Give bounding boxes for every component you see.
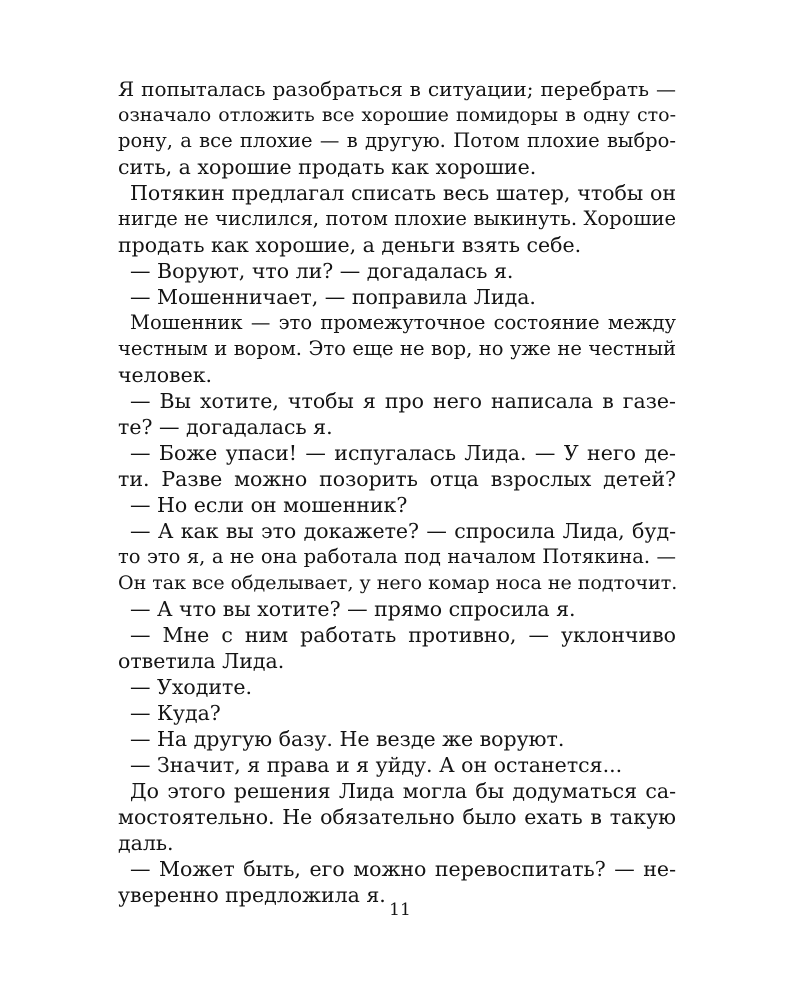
text-line: Потякин предлагал списать весь шатер, чтобы он (130, 181, 676, 205)
text-line: — Воруют, что ли? — догадалась я. (130, 259, 514, 283)
text-line: — На другую базу. Не везде же воруют. (130, 727, 565, 751)
text-line: — А как вы это докажете? — спросила Лида, буд- (130, 519, 676, 543)
text-line: честным и вором. Это еще не вор, но уже не честный (118, 337, 676, 360)
text-line: то это я, а не она работала под началом Потякина. — (118, 545, 676, 568)
text-line: — Боже упаси! — испугалась Лида. — У него де- (130, 441, 676, 465)
text-line: Он так все обделывает, у него комар носа не подточит. (118, 572, 678, 594)
text-line: — Вы хотите, чтобы я про него написала в газе- (130, 389, 676, 413)
text-line: сить, а хорошие продать как хорошие. (118, 155, 537, 179)
text-line: До этого решения Лида могла бы додуматься са- (130, 779, 676, 803)
text-line: даль. (118, 831, 174, 855)
text-line: человек. (118, 363, 213, 387)
text-line: продать как хорошие, а деньги взять себе. (118, 233, 582, 257)
text-line: — Куда? (130, 701, 221, 725)
text-line: — Может быть, его можно перевоспитать? — не- (130, 857, 676, 881)
text-line: мостоятельно. Не обязательно было ехать в такую (118, 805, 676, 829)
text-line: рону, а все плохие — в другую. Потом плохие выбро- (118, 129, 676, 152)
text-line: — Значит, я права и я уйду. А он останется... (130, 753, 623, 777)
text-line: те? — догадалась я. (118, 415, 333, 439)
text-line: нигде не числился, потом плохие выкинуть. Хорошие (118, 207, 676, 230)
text-line: — Мне с ним работать противно, — уклончиво (130, 623, 676, 647)
text-line: означало отложить все хорошие помидоры в одну сто- (118, 104, 676, 126)
page-number: 11 (389, 900, 411, 920)
text-line: — А что вы хотите? — прямо спросила я. (130, 597, 576, 621)
text-line: — Уходите. (130, 675, 253, 699)
text-line: — Но если он мошенник? (130, 493, 408, 517)
text-line: Мошенник — это промежуточное состояние между (130, 311, 676, 334)
text-line: ответила Лида. (118, 649, 285, 673)
text-line: ти. Разве можно позорить отца взрослых детей? (118, 467, 676, 491)
text-line: уверенно предложила я. (118, 883, 386, 907)
text-line: Я попыталась разобраться в ситуации; перебрать — (118, 77, 676, 101)
text-line: — Мошенничает, — поправила Лида. (130, 285, 536, 309)
